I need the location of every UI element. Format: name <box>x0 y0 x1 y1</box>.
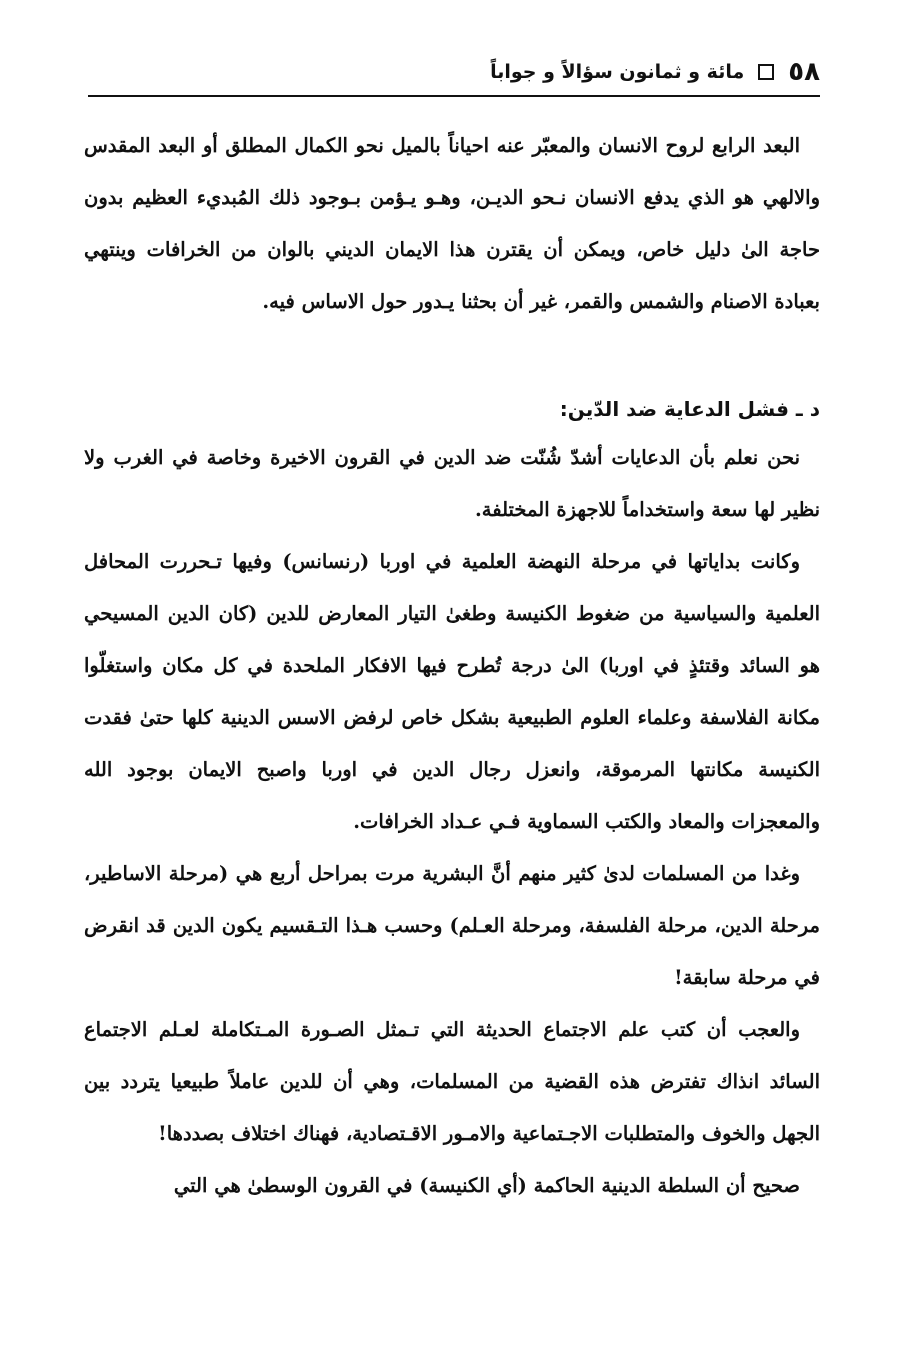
book-title: مائة و ثمانون سؤالاً و جواباً <box>490 61 745 83</box>
square-ornament-icon <box>758 64 774 80</box>
header-divider <box>88 95 820 97</box>
section-heading: د ـ فشل الدعاية ضد الدّين: <box>559 397 820 421</box>
page-number: ٥٨ <box>788 57 820 87</box>
paragraph-1: البعد الرابع لروح الانسان والمعبّر عنه احياناً بالميل نحو الكمال المطلق أو البعد المقدس والالهي هو الذي يدفع الانسان نـحو الديـن، وهـو يـؤمن بـوجود ذلك المُبديء العظيم بدون حاجة الىٰ دليل خاص، ويمكن أن يقترن هذا الايمان الديني بالوان من الخرافات وينتهي بعبادة الاصنام والشمس والقمر، غير أن بحثنا يـدور حول الاساس فيه. <box>84 134 820 313</box>
running-header <box>88 52 820 92</box>
page-body <box>84 120 820 1212</box>
paragraph-4: وغدا من المسلمات لدىٰ كثير منهم أنَّ البشرية مرت بمراحل أربع هي (مرحلة الاساطير، مرحلة الدين، مرحلة الفلسفة، ومرحلة العـلم) وحسب هـذا التـقسيم يكون الدين قد انقرض في مرحلة سابقة! <box>84 862 820 989</box>
paragraph-2: نحن نعلم بأن الدعايات أشدّ شُنّت ضد الدين في القرون الاخيرة وخاصة في الغرب ولا نظير لها سعة واستخداماً للاجهزة المختلفة. <box>84 446 820 521</box>
paragraph-3: وكانت بداياتها في مرحلة النهضة العلمية في اوربا (رنسانس) وفيها تـحررت المحافل العلمية والسياسية من ضغوط الكنيسة وطغىٰ التيار المعارض للدين (كان الدين المسيحي هو السائد وقتئذٍ في اوربا) الىٰ درجة تُطرح فيها الافكار الملحدة في كل مكان واستغلّوا مكانة الفلاسفة وعلماء العلوم الطبيعية بشكل خاص لرفض الاسس الدينية كلها حتىٰ فقدت الكنيسة مكانتها المرموقة، وانعزل رجال الدين في اوربا واصبح الايمان بوجود الله والمعجزات والمعاد والكتب السماوية فـي عـداد الخرافات. <box>84 550 820 833</box>
paragraph-6: صحيح أن السلطة الدينية الحاكمة (أي الكنيسة) في القرون الوسطىٰ هي التي <box>173 1174 800 1197</box>
paragraph-5: والعجب أن كتب علم الاجتماع الحديثة التي تـمثل الصـورة المـتكاملة لعـلم الاجتماع السائد انذاك تفترض هذه القضية من المسلمات، وهي أن للدين عاملاً طبيعيا يتردد بين الجهل والخوف والمتطلبات الاجـتماعية والامـور الاقـتصادية، فهناك اختلاف بصددها! <box>84 1018 820 1145</box>
